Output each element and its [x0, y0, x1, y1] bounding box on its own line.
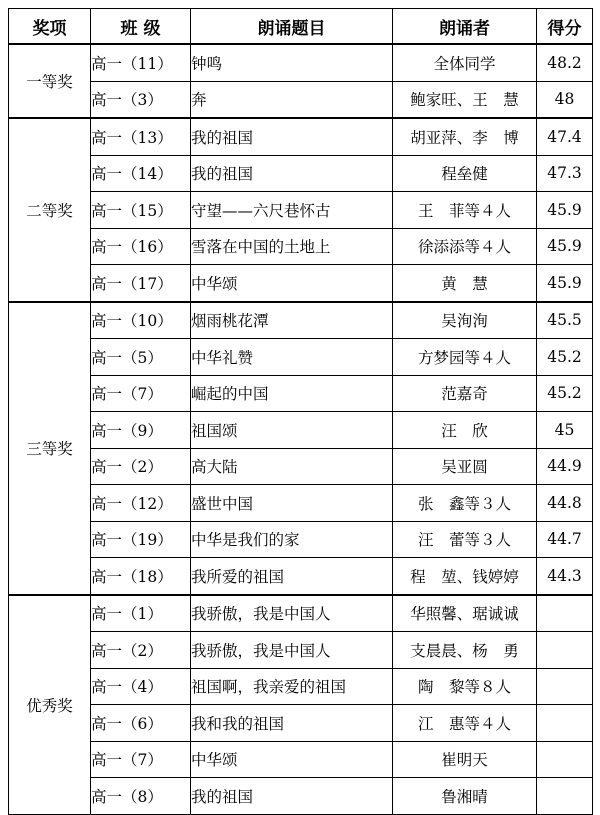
- score-cell: 47.3: [537, 155, 593, 192]
- class-cell: 高一（12）: [91, 485, 191, 522]
- class-cell: 高一（4）: [91, 668, 191, 705]
- reciter-cell: 张 鑫等３人: [393, 485, 537, 522]
- reciter-cell: 鲁湘晴: [393, 778, 537, 815]
- header-reciter: 朗诵者: [393, 9, 537, 45]
- table-row: [9, 668, 593, 705]
- score-cell: [537, 668, 593, 705]
- score-cell: 45.2: [537, 339, 593, 376]
- title-cell: 中华礼赞: [191, 339, 393, 376]
- class-cell: 高一（3）: [91, 81, 191, 118]
- score-cell: 45: [537, 412, 593, 449]
- table-row: [9, 412, 593, 449]
- score-cell: 45.2: [537, 375, 593, 412]
- class-cell: 高一（6）: [91, 705, 191, 742]
- reciter-cell: 华照馨、琚诚诚: [393, 595, 537, 632]
- table-row: [9, 741, 593, 778]
- table-row: [9, 448, 593, 485]
- reciter-cell: 鲍家旺、王 慧: [393, 81, 537, 118]
- score-cell: 47.4: [537, 118, 593, 155]
- class-cell: 高一（7）: [91, 741, 191, 778]
- score-cell: 48.2: [537, 44, 593, 81]
- table-body: [9, 44, 593, 814]
- reciter-cell: 崔明天: [393, 741, 537, 778]
- title-cell: 守望——六尺巷怀古: [191, 192, 393, 229]
- class-cell: 高一（7）: [91, 375, 191, 412]
- table-row: [9, 81, 593, 118]
- title-cell: 中华是我们的家: [191, 521, 393, 558]
- header-score: 得分: [537, 9, 593, 45]
- awards-table: [8, 8, 593, 815]
- score-cell: 44.8: [537, 485, 593, 522]
- score-cell: 44.9: [537, 448, 593, 485]
- title-cell: 高大陆: [191, 448, 393, 485]
- table-row: [9, 155, 593, 192]
- class-cell: 高一（13）: [91, 118, 191, 155]
- reciter-cell: 胡亚萍、李 博: [393, 118, 537, 155]
- title-cell: 我所爱的祖国: [191, 558, 393, 595]
- header-class: 班 级: [91, 9, 191, 45]
- header-title: 朗诵题目: [191, 9, 393, 45]
- score-cell: 48: [537, 81, 593, 118]
- class-cell: 高一（11）: [91, 44, 191, 81]
- title-cell: 盛世中国: [191, 485, 393, 522]
- class-cell: 高一（10）: [91, 302, 191, 339]
- table-row: [9, 375, 593, 412]
- table-row: [9, 302, 593, 339]
- reciter-cell: 程垒健: [393, 155, 537, 192]
- reciter-cell: 陶 黎等８人: [393, 668, 537, 705]
- title-cell: 我和我的祖国: [191, 705, 393, 742]
- class-cell: 高一（5）: [91, 339, 191, 376]
- class-cell: 高一（16）: [91, 228, 191, 265]
- table-row: [9, 778, 593, 815]
- reciter-cell: 黄 慧: [393, 265, 537, 302]
- class-cell: 高一（17）: [91, 265, 191, 302]
- reciter-cell: 支晨晨、杨 勇: [393, 632, 537, 669]
- reciter-cell: 吴亚圆: [393, 448, 537, 485]
- title-cell: 中华颂: [191, 265, 393, 302]
- class-cell: 高一（2）: [91, 632, 191, 669]
- reciter-cell: 汪 蕾等３人: [393, 521, 537, 558]
- title-cell: 钟鸣: [191, 44, 393, 81]
- class-cell: 高一（19）: [91, 521, 191, 558]
- class-cell: 高一（2）: [91, 448, 191, 485]
- title-cell: 我的祖国: [191, 778, 393, 815]
- score-cell: 45.9: [537, 265, 593, 302]
- score-cell: 45.9: [537, 228, 593, 265]
- class-cell: 高一（18）: [91, 558, 191, 595]
- score-cell: [537, 632, 593, 669]
- reciter-cell: 范嘉奇: [393, 375, 537, 412]
- score-cell: 44.3: [537, 558, 593, 595]
- score-cell: 45.5: [537, 302, 593, 339]
- class-cell: 高一（9）: [91, 412, 191, 449]
- score-cell: 44.7: [537, 521, 593, 558]
- class-cell: 高一（8）: [91, 778, 191, 815]
- title-cell: 烟雨桃花潭: [191, 302, 393, 339]
- title-cell: 奔: [191, 81, 393, 118]
- class-cell: 高一（1）: [91, 595, 191, 632]
- table-row: [9, 485, 593, 522]
- title-cell: 祖国啊，我亲爱的祖国: [191, 668, 393, 705]
- table-row: [9, 632, 593, 669]
- award-level-cell: 三等奖: [9, 302, 91, 595]
- reciter-cell: 程 堃、钱婷婷: [393, 558, 537, 595]
- score-cell: [537, 741, 593, 778]
- title-cell: 我骄傲，我是中国人: [191, 632, 393, 669]
- header-row: [9, 9, 593, 45]
- table-row: [9, 339, 593, 376]
- table-row: [9, 44, 593, 81]
- award-level-cell: 优秀奖: [9, 595, 91, 815]
- class-cell: 高一（15）: [91, 192, 191, 229]
- reciter-cell: 全体同学: [393, 44, 537, 81]
- reciter-cell: 吴洵洵: [393, 302, 537, 339]
- table-row: [9, 521, 593, 558]
- reciter-cell: 汪 欣: [393, 412, 537, 449]
- reciter-cell: 江 惠等４人: [393, 705, 537, 742]
- score-cell: [537, 705, 593, 742]
- table-row: [9, 595, 593, 632]
- table-row: [9, 228, 593, 265]
- class-cell: 高一（14）: [91, 155, 191, 192]
- title-cell: 中华颂: [191, 741, 393, 778]
- table-header: [9, 9, 593, 45]
- title-cell: 雪落在中国的土地上: [191, 228, 393, 265]
- reciter-cell: 方梦园等４人: [393, 339, 537, 376]
- score-cell: [537, 595, 593, 632]
- score-cell: [537, 778, 593, 815]
- title-cell: 我的祖国: [191, 118, 393, 155]
- reciter-cell: 徐添添等４人: [393, 228, 537, 265]
- reciter-cell: 王 菲等４人: [393, 192, 537, 229]
- title-cell: 崛起的中国: [191, 375, 393, 412]
- score-cell: 45.9: [537, 192, 593, 229]
- title-cell: 我骄傲，我是中国人: [191, 595, 393, 632]
- table-row: [9, 192, 593, 229]
- table-row: [9, 265, 593, 302]
- title-cell: 我的祖国: [191, 155, 393, 192]
- table-row: [9, 705, 593, 742]
- award-level-cell: 二等奖: [9, 118, 91, 302]
- table-row: [9, 558, 593, 595]
- title-cell: 祖国颂: [191, 412, 393, 449]
- header-award: 奖项: [9, 9, 91, 45]
- table-row: [9, 118, 593, 155]
- award-level-cell: 一等奖: [9, 44, 91, 118]
